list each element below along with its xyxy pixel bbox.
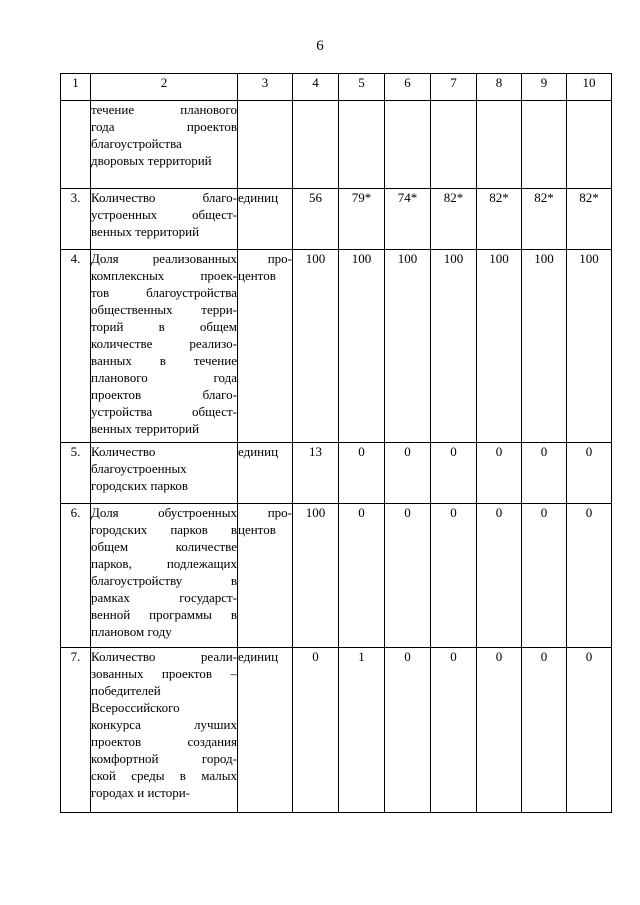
value-cell-col-6: 0 <box>385 648 431 813</box>
indicator-text-line: благоустройству в <box>91 573 237 588</box>
unit-cell <box>238 101 293 189</box>
indicator-text-line: ванных в течение <box>91 353 237 368</box>
value-cell-col-6 <box>385 101 431 189</box>
indicator-text-line: Количество <box>91 444 156 459</box>
indicator-name-cell <box>91 250 238 443</box>
value-cell-col-5: 100 <box>339 250 385 443</box>
indicator-text-line: конкурса лучших <box>91 717 237 732</box>
unit-cell <box>238 250 293 443</box>
value-cell-col-10: 0 <box>567 504 612 648</box>
header-cell-8: 8 <box>477 74 522 101</box>
unit-text-line: единиц <box>238 444 279 459</box>
header-cell-9: 9 <box>522 74 567 101</box>
value-cell-col-8: 0 <box>477 648 522 813</box>
indicator-text-line: течение планового <box>91 102 237 117</box>
table-row <box>61 443 612 504</box>
indicator-text-line: комплексных проек- <box>91 268 237 283</box>
indicator-text-line: благоустройства <box>91 136 182 151</box>
value-cell-col-7 <box>431 101 477 189</box>
unit-text-line: центов <box>238 522 276 537</box>
value-cell-col-6: 0 <box>385 504 431 648</box>
indicator-text-line: городских парков <box>91 478 189 493</box>
indicator-text-line: рамках государст- <box>91 590 237 605</box>
indicator-text-line: городских парков в <box>91 522 237 537</box>
value-cell-col-10: 82* <box>567 189 612 250</box>
value-cell-col-8: 0 <box>477 504 522 648</box>
value-cell-col-7: 0 <box>431 648 477 813</box>
indicator-text-line: Доля реализованных <box>91 251 237 266</box>
indicator-name-cell <box>91 648 238 813</box>
indicator-text-line: общественных терри- <box>91 302 237 317</box>
unit-text-line: центов <box>238 268 276 283</box>
indicator-text-line: венных территорий <box>91 224 200 239</box>
value-cell-col-5: 0 <box>339 504 385 648</box>
indicator-text-line: планового года <box>91 370 237 385</box>
unit-cell <box>238 189 293 250</box>
indicator-name-cell <box>91 443 238 504</box>
indicator-name-cell <box>91 101 238 189</box>
header-cell-6: 6 <box>385 74 431 101</box>
unit-text-line: про- <box>267 251 292 266</box>
indicator-text-line: благоустроенных <box>91 461 187 476</box>
value-cell-col-4: 0 <box>293 648 339 813</box>
indicator-text-line: устроенных общест- <box>91 207 237 222</box>
indicator-text-line: Количество благо- <box>91 190 237 205</box>
indicator-text-line: устройства общест- <box>91 404 237 419</box>
header-cell-1: 1 <box>61 74 91 101</box>
value-cell-col-6: 0 <box>385 443 431 504</box>
value-cell-col-10: 0 <box>567 648 612 813</box>
value-cell-col-5: 79* <box>339 189 385 250</box>
indicator-text-line: Количество реали- <box>91 649 237 664</box>
row-number-cell: 6. <box>61 504 91 648</box>
value-cell-col-4: 100 <box>293 250 339 443</box>
table-body <box>61 101 612 813</box>
unit-text-line: про- <box>267 505 292 520</box>
indicator-text-line: зованных проектов – <box>91 666 237 681</box>
value-cell-col-4: 100 <box>293 504 339 648</box>
indicator-text-line: плановом году <box>91 624 172 639</box>
header-cell-5: 5 <box>339 74 385 101</box>
unit-text-line: единиц <box>238 649 279 664</box>
table-row <box>61 504 612 648</box>
value-cell-col-10: 0 <box>567 443 612 504</box>
header-cell-10: 10 <box>567 74 612 101</box>
value-cell-col-9 <box>522 101 567 189</box>
unit-cell <box>238 648 293 813</box>
indicator-text-line: проектов благо- <box>91 387 237 402</box>
indicator-text-line: Доля обустроенных <box>91 505 237 520</box>
value-cell-col-9: 0 <box>522 443 567 504</box>
value-cell-col-5 <box>339 101 385 189</box>
indicator-text-line: торий в общем <box>91 319 237 334</box>
unit-text-line: единиц <box>238 190 279 205</box>
indicator-text-line: венной программы в <box>91 607 237 622</box>
value-cell-col-7: 82* <box>431 189 477 250</box>
row-number-cell: 3. <box>61 189 91 250</box>
value-cell-col-7: 0 <box>431 504 477 648</box>
table-row <box>61 648 612 813</box>
page-number: 6 <box>316 38 324 54</box>
row-number-cell: 4. <box>61 250 91 443</box>
value-cell-col-8: 82* <box>477 189 522 250</box>
indicator-text-line: количестве реализо- <box>91 336 237 351</box>
value-cell-col-4: 56 <box>293 189 339 250</box>
indicator-text-line: дворовых территорий <box>91 153 212 168</box>
indicator-text-line: проектов создания <box>91 734 237 749</box>
unit-cell <box>238 504 293 648</box>
header-row <box>61 74 612 101</box>
value-cell-col-7: 100 <box>431 250 477 443</box>
value-cell-col-9: 0 <box>522 504 567 648</box>
value-cell-col-8: 100 <box>477 250 522 443</box>
value-cell-col-9: 0 <box>522 648 567 813</box>
indicator-text-line: ской среды в малых <box>91 768 237 783</box>
value-cell-col-9: 100 <box>522 250 567 443</box>
indicator-text-line: победителей <box>91 683 161 698</box>
value-cell-col-8 <box>477 101 522 189</box>
table-row <box>61 250 612 443</box>
unit-cell <box>238 443 293 504</box>
value-cell-col-7: 0 <box>431 443 477 504</box>
row-number-cell <box>61 101 91 189</box>
indicator-text-line: Всероссийского <box>91 700 180 715</box>
indicator-text-line: тов благоустройства <box>91 285 237 300</box>
value-cell-col-6: 74* <box>385 189 431 250</box>
value-cell-col-4: 13 <box>293 443 339 504</box>
indicator-text-line: городах и истори- <box>91 785 190 800</box>
header-cell-2: 2 <box>91 74 238 101</box>
value-cell-col-5: 1 <box>339 648 385 813</box>
table-row <box>61 101 612 189</box>
indicators-table <box>60 73 612 813</box>
value-cell-col-9: 82* <box>522 189 567 250</box>
header-cell-7: 7 <box>431 74 477 101</box>
indicator-text-line: комфортной город- <box>91 751 237 766</box>
value-cell-col-6: 100 <box>385 250 431 443</box>
value-cell-col-4 <box>293 101 339 189</box>
value-cell-col-5: 0 <box>339 443 385 504</box>
indicator-text-line: года проектов <box>91 119 237 134</box>
indicator-name-cell <box>91 189 238 250</box>
indicator-text-line: венных территорий <box>91 421 200 436</box>
indicator-name-cell <box>91 504 238 648</box>
row-number-cell: 7. <box>61 648 91 813</box>
header-cell-3: 3 <box>238 74 293 101</box>
value-cell-col-8: 0 <box>477 443 522 504</box>
indicator-text-line: парков, подлежащих <box>91 556 237 571</box>
indicator-text-line: общем количестве <box>91 539 237 554</box>
header-cell-4: 4 <box>293 74 339 101</box>
value-cell-col-10 <box>567 101 612 189</box>
value-cell-col-10: 100 <box>567 250 612 443</box>
row-number-cell: 5. <box>61 443 91 504</box>
table-row <box>61 189 612 250</box>
